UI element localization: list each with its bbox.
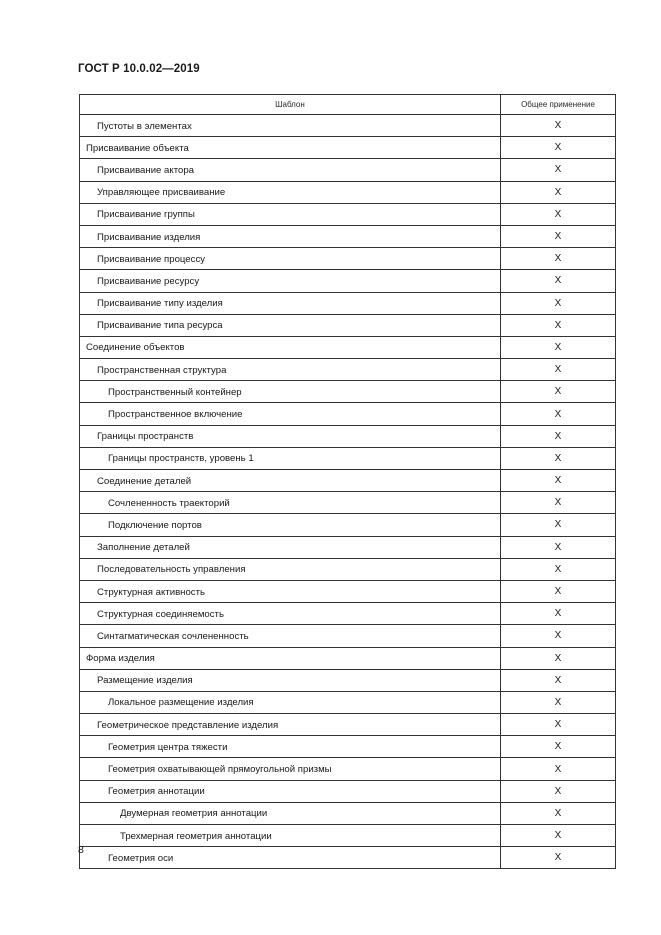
general-use-cell: X bbox=[501, 314, 616, 336]
general-use-cell: X bbox=[501, 336, 616, 358]
table-row bbox=[80, 669, 616, 691]
template-name-cell: Пустоты в элементах bbox=[80, 115, 501, 137]
general-use-cell: X bbox=[501, 470, 616, 492]
table-row bbox=[80, 625, 616, 647]
template-name-cell: Форма изделия bbox=[80, 647, 501, 669]
template-name-cell: Пространственное включение bbox=[80, 403, 501, 425]
table-row bbox=[80, 847, 616, 869]
general-use-cell: X bbox=[501, 603, 616, 625]
table-row bbox=[80, 381, 616, 403]
template-name-cell: Присваивание группы bbox=[80, 203, 501, 225]
template-name-cell: Локальное размещение изделия bbox=[80, 691, 501, 713]
template-name-cell: Границы пространств, уровень 1 bbox=[80, 447, 501, 469]
general-use-cell: X bbox=[501, 758, 616, 780]
template-name-cell: Геометрия центра тяжести bbox=[80, 736, 501, 758]
general-use-cell: X bbox=[501, 115, 616, 137]
column-header-general-use: Общее применение bbox=[501, 95, 616, 115]
table-row bbox=[80, 492, 616, 514]
template-name-cell: Геометрия оси bbox=[80, 847, 501, 869]
table-header-row bbox=[80, 95, 616, 115]
general-use-cell: X bbox=[501, 225, 616, 247]
template-name-cell: Двумерная геометрия аннотации bbox=[80, 802, 501, 824]
general-use-cell: X bbox=[501, 825, 616, 847]
patterns-table bbox=[79, 94, 616, 869]
template-name-cell: Присваивание изделия bbox=[80, 225, 501, 247]
table-row bbox=[80, 292, 616, 314]
template-name-cell: Синтагматическая сочлененность bbox=[80, 625, 501, 647]
template-name-cell: Управляющее присваивание bbox=[80, 181, 501, 203]
table-row bbox=[80, 403, 616, 425]
table-row bbox=[80, 447, 616, 469]
template-name-cell: Размещение изделия bbox=[80, 669, 501, 691]
template-name-cell: Пространственный контейнер bbox=[80, 381, 501, 403]
table-row bbox=[80, 825, 616, 847]
template-name-cell: Присваивание процессу bbox=[80, 248, 501, 270]
general-use-cell: X bbox=[501, 780, 616, 802]
template-name-cell: Соединение деталей bbox=[80, 470, 501, 492]
table-row bbox=[80, 137, 616, 159]
table-row bbox=[80, 647, 616, 669]
general-use-cell: X bbox=[501, 403, 616, 425]
template-name-cell: Сочлененность траекторий bbox=[80, 492, 501, 514]
table-row bbox=[80, 802, 616, 824]
table-row bbox=[80, 714, 616, 736]
template-name-cell: Присваивание типу изделия bbox=[80, 292, 501, 314]
general-use-cell: X bbox=[501, 248, 616, 270]
table-row bbox=[80, 314, 616, 336]
table-row bbox=[80, 603, 616, 625]
template-name-cell: Трехмерная геометрия аннотации bbox=[80, 825, 501, 847]
general-use-cell: X bbox=[501, 714, 616, 736]
general-use-cell: X bbox=[501, 625, 616, 647]
page-number: 8 bbox=[78, 844, 84, 856]
general-use-cell: X bbox=[501, 203, 616, 225]
template-name-cell: Пространственная структура bbox=[80, 359, 501, 381]
template-name-cell: Структурная активность bbox=[80, 580, 501, 602]
template-name-cell: Присваивание актора bbox=[80, 159, 501, 181]
general-use-cell: X bbox=[501, 447, 616, 469]
table-row bbox=[80, 558, 616, 580]
template-name-cell: Присваивание объекта bbox=[80, 137, 501, 159]
table-row bbox=[80, 536, 616, 558]
table-row bbox=[80, 736, 616, 758]
general-use-cell: X bbox=[501, 647, 616, 669]
column-header-template: Шаблон bbox=[80, 95, 501, 115]
general-use-cell: X bbox=[501, 580, 616, 602]
document-code-header: ГОСТ Р 10.0.02—2019 bbox=[78, 63, 200, 75]
general-use-cell: X bbox=[501, 669, 616, 691]
general-use-cell: X bbox=[501, 292, 616, 314]
general-use-cell: X bbox=[501, 514, 616, 536]
template-name-cell: Структурная соединяемость bbox=[80, 603, 501, 625]
general-use-cell: X bbox=[501, 270, 616, 292]
table-body bbox=[80, 115, 616, 869]
general-use-cell: X bbox=[501, 536, 616, 558]
general-use-cell: X bbox=[501, 802, 616, 824]
general-use-cell: X bbox=[501, 137, 616, 159]
table-row bbox=[80, 580, 616, 602]
table-row bbox=[80, 159, 616, 181]
general-use-cell: X bbox=[501, 159, 616, 181]
table-row bbox=[80, 181, 616, 203]
general-use-cell: X bbox=[501, 847, 616, 869]
template-name-cell: Границы пространств bbox=[80, 425, 501, 447]
table-row bbox=[80, 336, 616, 358]
table-row bbox=[80, 225, 616, 247]
table-row bbox=[80, 359, 616, 381]
table-row bbox=[80, 758, 616, 780]
general-use-cell: X bbox=[501, 691, 616, 713]
general-use-cell: X bbox=[501, 736, 616, 758]
general-use-cell: X bbox=[501, 425, 616, 447]
template-name-cell: Геометрическое представление изделия bbox=[80, 714, 501, 736]
template-name-cell: Присваивание типа ресурса bbox=[80, 314, 501, 336]
template-name-cell: Последовательность управления bbox=[80, 558, 501, 580]
template-name-cell: Геометрия охватывающей прямоугольной призмы bbox=[80, 758, 501, 780]
general-use-cell: X bbox=[501, 381, 616, 403]
general-use-cell: X bbox=[501, 181, 616, 203]
table-row bbox=[80, 115, 616, 137]
table-row bbox=[80, 203, 616, 225]
general-use-cell: X bbox=[501, 558, 616, 580]
template-name-cell: Соединение объектов bbox=[80, 336, 501, 358]
template-name-cell: Заполнение деталей bbox=[80, 536, 501, 558]
table-row bbox=[80, 270, 616, 292]
table-row bbox=[80, 425, 616, 447]
template-name-cell: Присваивание ресурсу bbox=[80, 270, 501, 292]
table-row bbox=[80, 514, 616, 536]
general-use-cell: X bbox=[501, 359, 616, 381]
table-row bbox=[80, 248, 616, 270]
template-name-cell: Геометрия аннотации bbox=[80, 780, 501, 802]
table-row bbox=[80, 691, 616, 713]
general-use-cell: X bbox=[501, 492, 616, 514]
table-row bbox=[80, 780, 616, 802]
template-name-cell: Подключение портов bbox=[80, 514, 501, 536]
table-row bbox=[80, 470, 616, 492]
